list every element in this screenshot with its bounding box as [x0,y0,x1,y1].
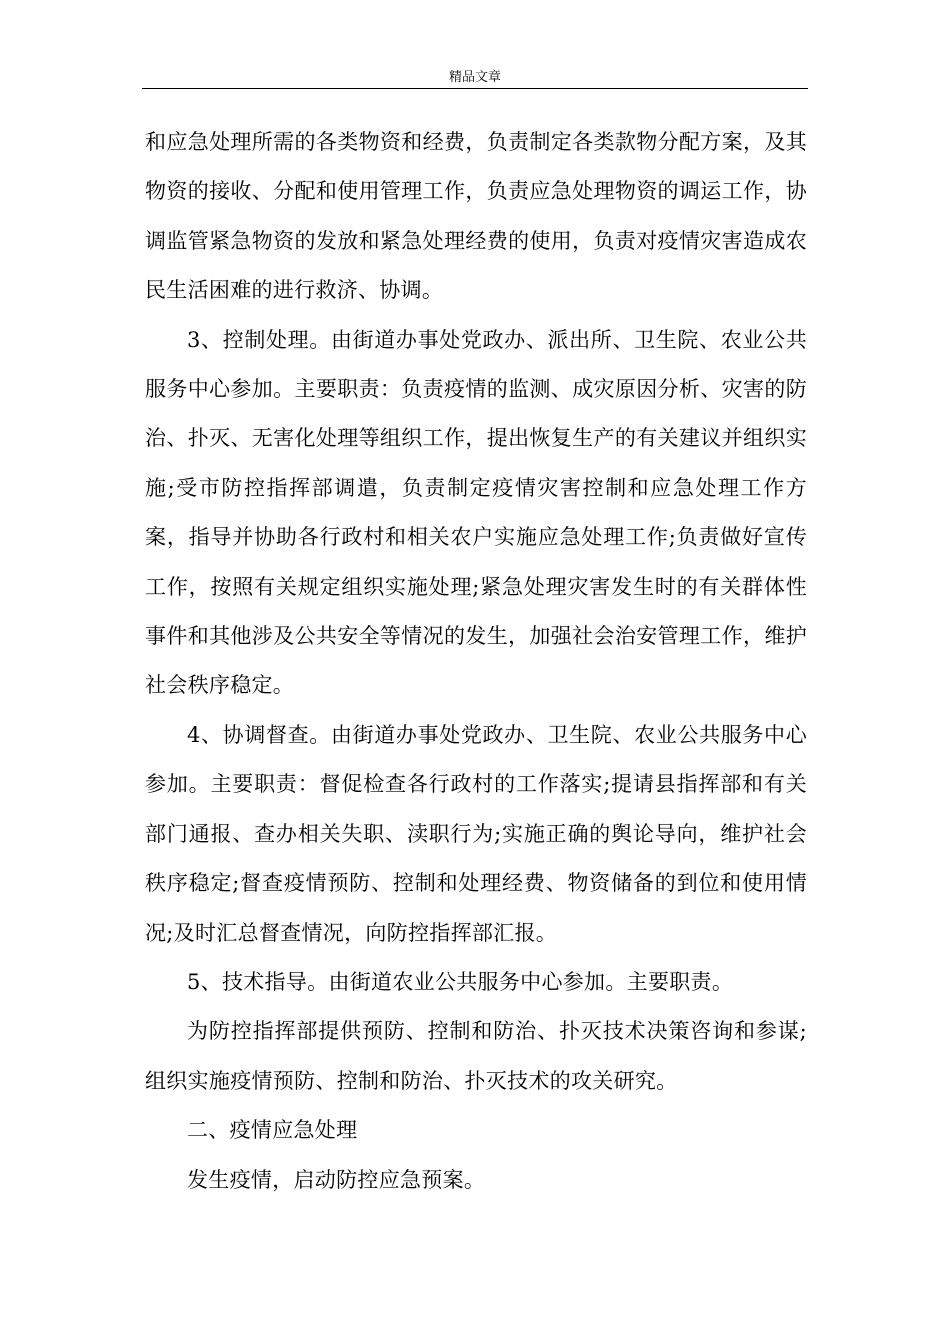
paragraph-technical-guidance: 5、技术指导。由街道农业公共服务中心参加。主要职责。 [187,969,734,994]
paragraph-technical-support: 为防控指挥部提供预防、控制和防治、扑灭技术决策咨询和参谋;组织实施疫情预防、控制和防治、扑灭技术的攻关研究。 [145,1019,807,1093]
paragraph-activate-plan: 发生疫情，启动防控应急预案。 [187,1167,486,1192]
section-heading-emergency-handling: 二、疫情应急处理 [187,1118,358,1143]
document-body [145,118,807,1205]
header-divider [142,88,808,89]
paragraph-1: 和应急处理所需的各类物资和经费，负责制定各类款物分配方案，及其物资的接收、分配和使用管理工作，负责应急处理物资的调运工作，协调监管紧急物资的发放和紧急处理经费的使用，负责对疫情灾害造成农民生活困难的进行救济、协调。 [145,130,807,303]
page-header-title: 精品文章 [448,70,501,85]
paragraph-control-handling: 3、控制处理。由街道办事处党政办、派出所、卫生院、农业公共服务中心参加。主要职责：负责疫情的监测、成灾原因分析、灾害的防治、扑灭、无害化处理等组织工作，提出恢复生产的有关建议并组织实施;受市防控指挥部调遣，负责制定疫情灾害控制和应急处理工作方案，指导并协助各行政村和相关农户实施应急处理工作;负责做好宣传工作，按照有关规定组织实施处理;紧急处理灾害发生时的有关群体性事件和其他涉及公共安全等情况的发生，加强社会治安管理工作，维护社会秩序稳定。 [145,327,807,698]
paragraph-coordination-supervision: 4、协调督查。由街道办事处党政办、卫生院、农业公共服务中心参加。主要职责：督促检查各行政村的工作落实;提请县指挥部和有关部门通报、查办相关失职、渎职行为;实施正确的舆论导向，维护社会秩序稳定;督查疫情预防、控制和处理经费、物资储备的到位和使用情况;及时汇总督查情况，向防控指挥部汇报。 [145,722,807,945]
